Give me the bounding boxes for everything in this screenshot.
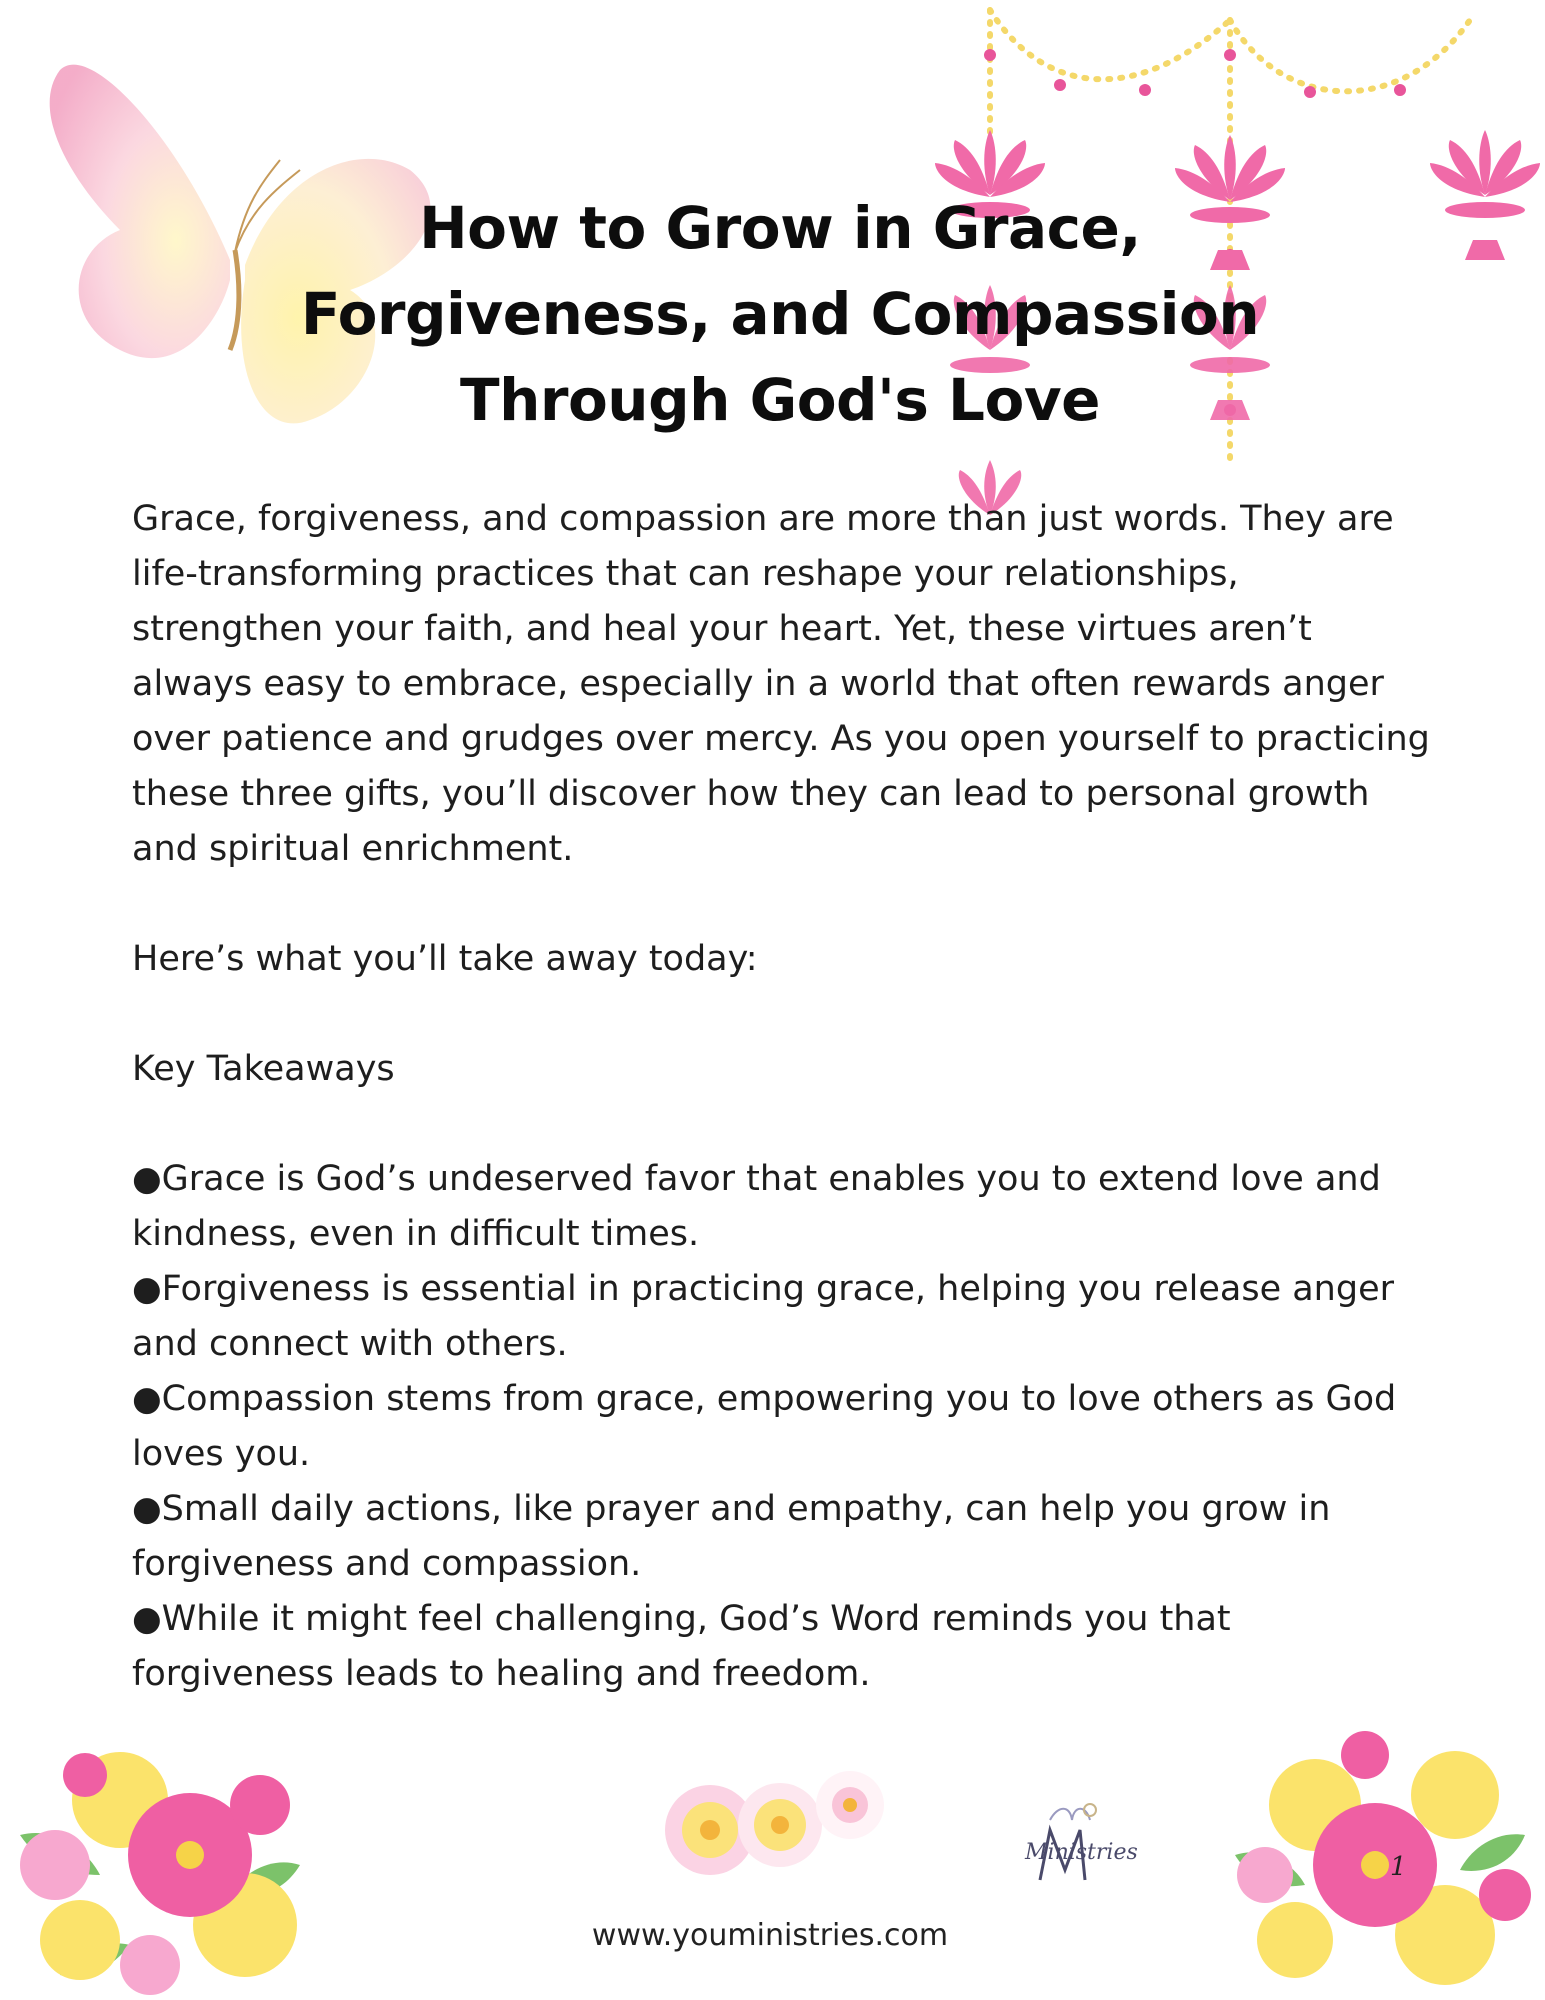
page-title xyxy=(200,185,1360,443)
website-url[interactable]: www.youministries.com xyxy=(591,1918,949,1953)
lead-sentence: Here’s what you’ll take away today: xyxy=(132,939,758,979)
bullet-icon: ● xyxy=(132,1489,162,1529)
bullet-icon: ● xyxy=(132,1159,162,1199)
takeaway-text: Compassion stems from grace, empowering you to love others as God loves you. xyxy=(132,1379,1397,1474)
article-body xyxy=(132,492,1432,1702)
intro-paragraph: Grace, forgiveness, and compassion are more than just words. They are life-transforming practices that can reshape your relationships, strengthen your faith, and heal your heart. Yet, these virtues aren’t always easy to embrace, especially in a world that often rewards anger over patience and grudges over mercy. As you open yourself to practicing these three gifts, you’ll discover how they can lead to personal growth and spiritual enrichment. xyxy=(132,499,1430,869)
bullet-icon: ● xyxy=(132,1379,162,1419)
title-line: Forgiveness, and Compassion xyxy=(300,280,1260,348)
title-line: Through God's Love xyxy=(460,366,1100,434)
takeaway-text: Small daily actions, like prayer and empathy, can help you grow in forgiveness and compassion. xyxy=(132,1489,1331,1584)
list-item xyxy=(132,1262,1432,1372)
plumeria-flowers-illustration xyxy=(650,1755,900,1895)
logo-wordmark: Ministries xyxy=(1025,1840,1138,1865)
bullet-icon: ● xyxy=(132,1269,162,1309)
list-item xyxy=(132,1372,1432,1482)
list-item xyxy=(132,1482,1432,1592)
key-takeaways-list xyxy=(132,1152,1432,1702)
takeaway-text: While it might feel challenging, God’s Word reminds you that forgiveness leads to healing and freedom. xyxy=(132,1599,1231,1694)
list-item xyxy=(132,1592,1432,1702)
floral-bouquet-right-illustration xyxy=(1225,1715,1545,2000)
key-takeaways-heading: Key Takeaways xyxy=(132,1049,395,1089)
page-number: 1 xyxy=(1390,1852,1407,1882)
floral-bouquet-left-illustration xyxy=(0,1715,330,2000)
list-item xyxy=(132,1152,1432,1262)
takeaway-text: Grace is God’s undeserved favor that enables you to extend love and kindness, even in difficult times. xyxy=(132,1159,1381,1254)
bullet-icon: ● xyxy=(132,1599,162,1639)
title-line: How to Grow in Grace, xyxy=(419,194,1141,262)
takeaway-text: Forgiveness is essential in practicing grace, helping you release anger and connect with others. xyxy=(132,1269,1395,1364)
